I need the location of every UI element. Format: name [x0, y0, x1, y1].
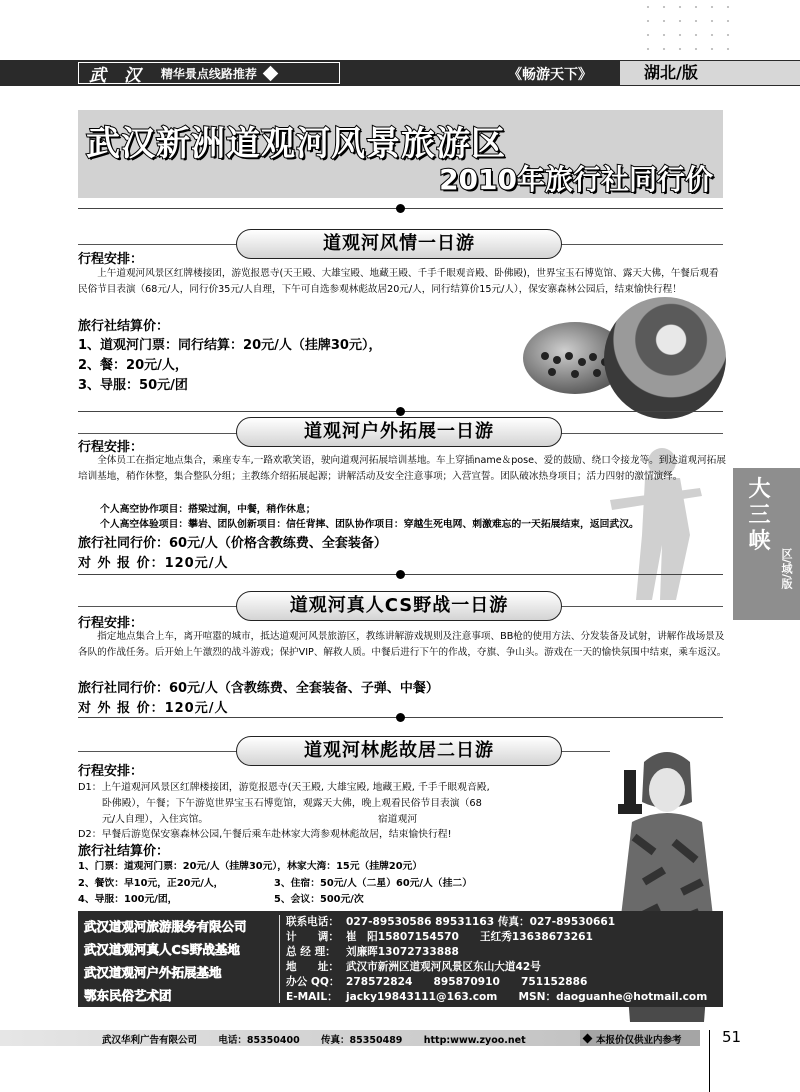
- price-line: 1、门票：道观河门票：20元/人（挂牌30元），林家大湾：15元（挂牌20元）: [78, 861, 423, 872]
- itinerary-day1: D1：上午道观河风景区红牌楼接团，游览报恩寺(天王殿, 大雄宝殿, 地藏王殿, 千手千眼观音殿,: [78, 782, 490, 793]
- overnight-note: 宿道观河: [378, 814, 418, 825]
- diamond-icon: [263, 65, 279, 81]
- heading-rule: [78, 433, 238, 434]
- itinerary-day2: D2：早餐后游览保安寨森林公园,午餐后乘车赴林家大湾参观林彪故居，结束愉快行程!: [78, 829, 452, 840]
- price-line: 2、餐饮：早10元，正20元/人，: [78, 878, 224, 889]
- contact-value: 武汉市新洲区道观河风景区东山大道42号: [346, 961, 541, 973]
- price-line: 对 外 报 价：120元/人: [78, 701, 229, 716]
- price-line: 1、道观河门票：同行结算：20元/人（挂牌30元），: [78, 338, 382, 353]
- divider-dot-icon: [396, 570, 405, 579]
- side-tab-char: 峡: [748, 528, 771, 554]
- side-tab-subtitle: 区/域/版: [780, 548, 793, 590]
- page-number: 51: [722, 1028, 742, 1046]
- contact-email: [286, 989, 707, 1004]
- title-box: [78, 110, 723, 198]
- itinerary-text: 上午道观河风景区红牌楼接团，游览报恩寺(天王殿、大雄宝殿、地藏王殿、千手千眼观音殿、卧佛殿)，世界宝玉石博览馆、露天大佛，午餐后观看民俗节目表演（68元/人，同行价35元/人自理，下午可自选参观林彪故居20元/人，同行结算价15元/人），保安寨森林公园后，结束愉快行程！: [78, 268, 719, 295]
- heading-rule: [78, 751, 238, 752]
- footer-company: 武汉华利广告有限公司: [102, 1035, 198, 1046]
- brand-script: 武 汉: [89, 65, 147, 86]
- price-line: 2、餐：20元/人，: [78, 358, 188, 373]
- itinerary-day1-cont: 卧佛殿），午餐；下午游览世界宝玉石博览馆，观露天大佛，晚上观看民俗节目表演（68: [102, 798, 482, 809]
- contact-box: [78, 911, 723, 1007]
- contact-phone: [286, 914, 615, 929]
- footer-website: http:www.zyoo.net: [423, 1035, 526, 1046]
- cs-girl-photo: [604, 297, 726, 419]
- price-line: 5、会议：500元/次: [274, 894, 364, 905]
- divider-dot-icon: [396, 204, 405, 213]
- price-line: 4、导服：100元/团，: [78, 894, 178, 905]
- activity-item: 个人高空体验项目：攀岩、团队创新项目：信任背摔、团队协作项目：穿越生死电网、刺激难忘的一天拓展结束，返回武汉。: [100, 519, 639, 530]
- decorative-dot-grid: [640, 0, 730, 50]
- page-margin-line: [709, 1030, 710, 1092]
- company-name: 武汉道观河真人CS野战基地: [84, 942, 240, 957]
- price-line: 3、住宿：50元/人（二星）60元/人（挂二）: [274, 878, 472, 889]
- contact-value: 崔 阳15807154570 王红秀13638673261: [346, 931, 593, 943]
- company-name: 鄂东民俗艺术团: [84, 988, 172, 1003]
- price-line: 旅行社同行价：60元/人（价格含教练费、全套装备）: [78, 536, 387, 551]
- itinerary-text: 全体员工在指定地点集合，乘座专车,一路欢歌笑语，驶向道观河拓展培训基地。车上穿插name＆pose、爱的鼓励、绕口令接龙等。到达道观河拓展培训基地，稍作休整，集合整队分组；主教练介绍拓展起源；讲解活动及安全注意事项；入营宣誓。团队破冰热身项目；活力四射的激情演绎。: [78, 455, 726, 482]
- price-line: 3、导服：50元/团: [78, 378, 188, 393]
- contact-qq: [286, 974, 587, 989]
- footer-note: 本报价仅供业内参考: [596, 1035, 682, 1046]
- contact-value: jacky19843111@163.com MSN：daoguanhe@hotmail.com: [346, 991, 708, 1003]
- contact-divider: [279, 915, 280, 1003]
- price-line: 旅行社同行价：60元/人（含教练费、全套装备、子弹、中餐）: [78, 681, 439, 696]
- section-heading-2: 道观河户外拓展一日游: [236, 417, 562, 447]
- contact-manager: [286, 944, 459, 959]
- section-heading-1: 道观河风情一日游: [236, 229, 562, 259]
- itinerary-label: 行程安排：: [78, 764, 144, 779]
- banner-brand-box: [78, 62, 340, 84]
- page-subtitle: 2010年旅行社同行价: [439, 163, 713, 196]
- contact-key: E-MAIL：: [286, 991, 338, 1003]
- contact-value: 027-89530586 89531163 传真：027-89530661: [346, 916, 616, 928]
- heading-rule: [560, 244, 723, 245]
- itinerary-text: 指定地点集合上车，离开喧嚣的城市，抵达道观河风景旅游区，教练讲解游戏规则及注意事项、BB枪的使用方法、分发装备及试射，讲解作战场景及各队的作战任务。后开始上午激烈的战斗游戏；保护VIP、解救人质。中餐后进行下午的作战，夺旗、争山头。游戏在一天的愉快氛围中结束，乘车返汉。: [78, 631, 727, 658]
- heading-rule: [560, 433, 723, 434]
- contact-address: [286, 959, 541, 974]
- contact-planner: [286, 929, 593, 944]
- activity-item: 个人高空协作项目：搭梁过涧，中餐，稍作休息；: [100, 504, 316, 515]
- contact-key: 地 址：: [286, 961, 339, 973]
- contact-value: 刘廉晖13072733888: [346, 946, 459, 958]
- side-tab-char: 大: [748, 476, 771, 502]
- heading-rule: [78, 244, 238, 245]
- side-tab-char: 三: [748, 502, 771, 528]
- contact-key: 办公 QQ：: [286, 976, 340, 988]
- footer-phone: 电话：85350400: [218, 1035, 300, 1046]
- heading-rule: [560, 751, 610, 752]
- divider-dot-icon: [396, 407, 405, 416]
- contact-key: 总 经 理：: [286, 946, 336, 958]
- section-heading-3: 道观河真人CS野战一日游: [236, 591, 562, 621]
- price-label: 旅行社结算价：: [78, 844, 170, 859]
- divider-dot-icon: [396, 713, 405, 722]
- price-label: 旅行社结算价：: [78, 319, 170, 334]
- section-heading-4: 道观河林彪故居二日游: [236, 736, 562, 766]
- contact-key: 联系电话：: [286, 916, 339, 928]
- magazine-name: 《畅游天下》: [508, 67, 592, 83]
- heading-rule: [78, 606, 238, 607]
- footer-fax: 传真：85350489: [321, 1035, 403, 1046]
- banner-tagline: 精华景点线路推荐: [160, 66, 257, 81]
- company-name: 武汉道观河旅游服务有限公司: [84, 919, 247, 934]
- contact-key: 计 调：: [286, 931, 339, 943]
- edition-label: 湖北/版: [620, 61, 800, 85]
- top-banner: [0, 60, 800, 86]
- price-line: 对 外 报 价：120元/人: [78, 556, 229, 571]
- page-title: 武汉新洲道观河风景旅游区: [86, 124, 506, 164]
- itinerary-day1-cont: 元/人自理），入住宾馆。: [102, 814, 209, 825]
- heading-rule: [560, 606, 723, 607]
- itinerary-label: 行程安排：: [78, 440, 144, 455]
- side-region-tab: [733, 468, 800, 620]
- company-name: 武汉道观河户外拓展基地: [84, 965, 222, 980]
- contact-value: 278572824 895870910 751152886: [346, 976, 588, 988]
- itinerary-label: 行程安排：: [78, 252, 144, 267]
- itinerary-label: 行程安排：: [78, 616, 144, 631]
- footer-info: [102, 1032, 544, 1046]
